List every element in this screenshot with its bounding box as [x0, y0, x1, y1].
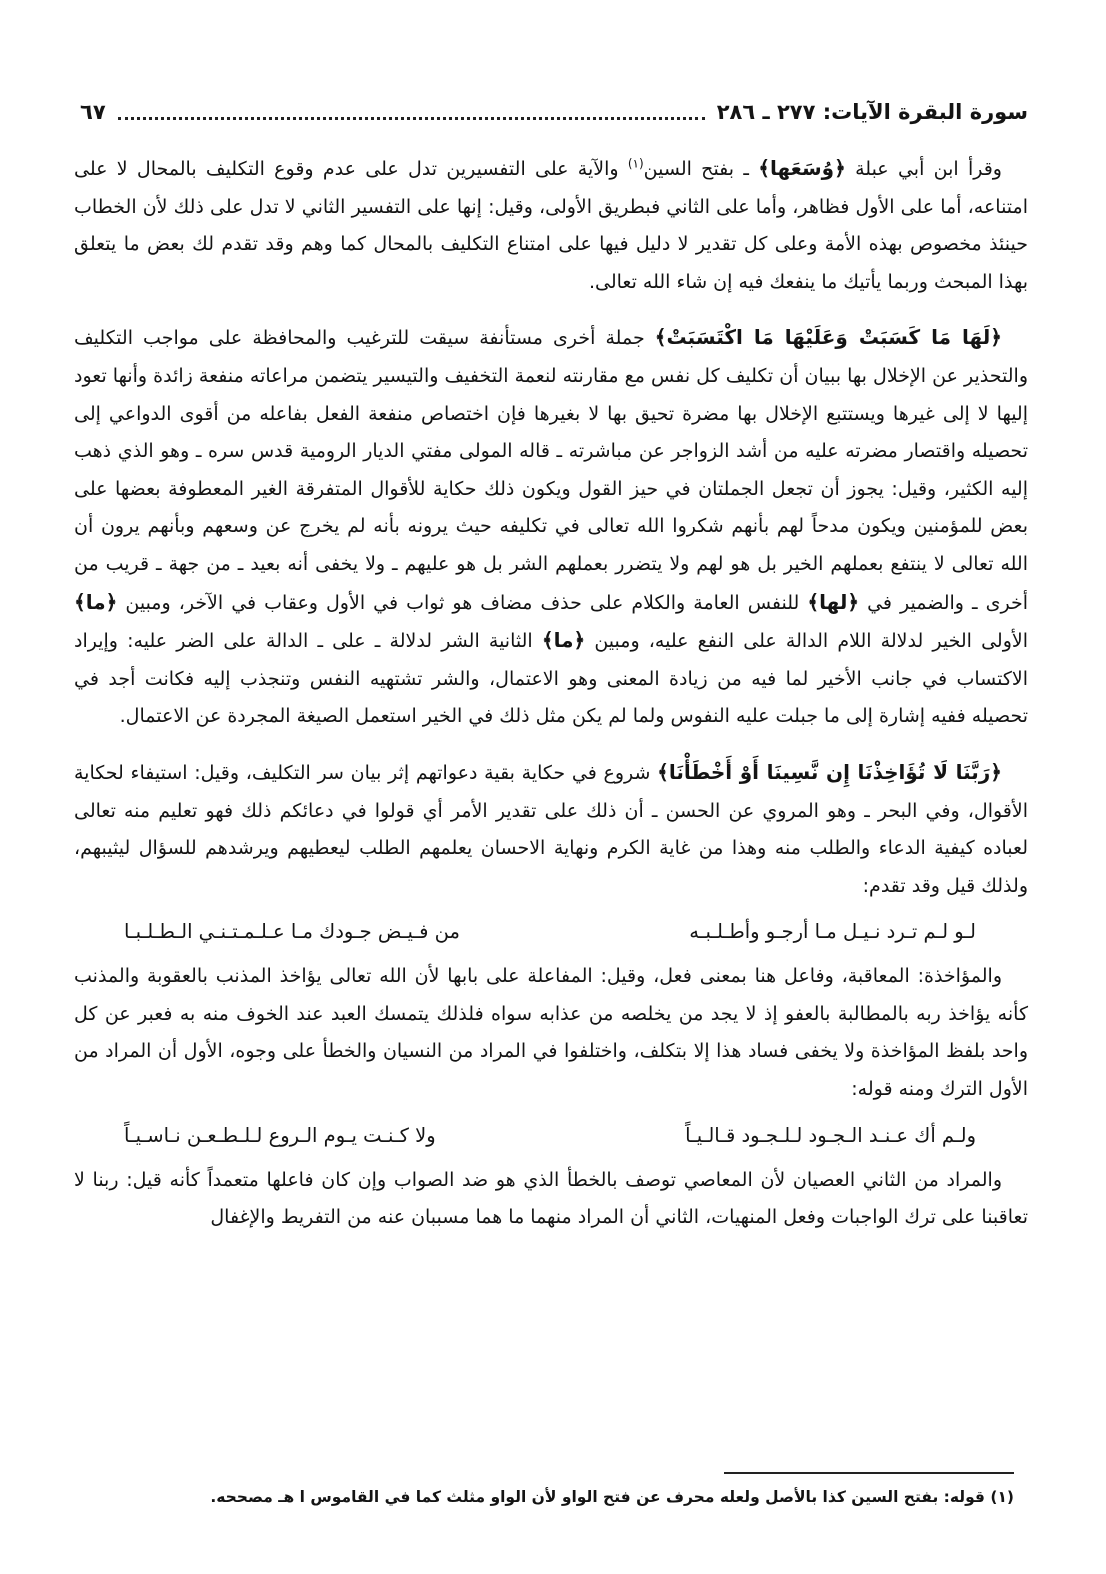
quran-word-laha: ﴿لها﴾	[807, 589, 860, 614]
header-dot-leader	[118, 117, 705, 120]
verse-1-second-hemistich: من فـيـض جـودك مـا عـلـمـتـنـي الـطـلـبـا	[124, 920, 460, 944]
p1-text-a: وقرأ ابن أبي عبلة	[845, 158, 1002, 180]
verse-2-first-hemistich: ولـم أك عـنـد الـجـود لـلـجـود قـالـيـاً	[685, 1123, 976, 1147]
p2-text-h: الثانية الشر لدلالة ـ على ـ الدالة على الضر عليه: وإيراد الاكتساب في جانب الأخير لما فيه من زيادة المعنى وهو الاعتمال، والشر تشتهيه النفس وتنجذب إليه فكانت أجد في تحصيله ففيه إشارة إلى ما جبلت عليه النفوس ولما لم يكن مثل ذلك في الخير استعمل الصيغة المجردة عن الاعتمال.	[74, 630, 1028, 728]
quran-reading: ﴿وُسَعَها﴾	[758, 156, 846, 180]
main-text	[74, 150, 1028, 1237]
p1-text-c: ـ بفتح السين	[643, 158, 759, 180]
p2-text-f: الأولى الخير لدلالة اللام الدالة على النفع عليه، ومبين	[585, 630, 1029, 653]
running-header	[80, 92, 1028, 132]
p1-text-e: والآية على التفسيرين تدل على عدم وقوع التكليف بالمحال لا على امتناعه، أما على الأول فظاهر، وأما على الثاني فبطريق الأولى، وقيل: إنها على التفسير الثاني لا تدل على ذلك لأن الخطاب حينئذ مخصوص بهذه الأمة وعلى كل تقدير لا دليل فيها على امتناع التكليف بالمحال كما وهم وقد تقدم لك بعض ما يتعلق بهذا المبحث وربما يأتيك ما ينفعك فيه إن شاء الله تعالى.	[74, 158, 1028, 293]
quran-word-ma-2: ﴿ما﴾	[541, 628, 586, 653]
quran-word-ma-1: ﴿ما﴾	[74, 589, 118, 614]
paragraph-2	[74, 319, 1028, 736]
footnote: (١) قوله: بفتح السين كذا بالأصل ولعله محرف عن فتح الواو لأن الواو مثلث كما في القاموس ا هـ مصححه.	[210, 1488, 1014, 1506]
page-number: ٦٧	[80, 100, 106, 124]
p3-text-b: شروع في حكاية بقية دعواتهم إثر بيان سر التكليف، وقيل: استيفاء لحكاية الأقوال، وفي البحر ـ وهو المروي عن الحسن ـ أن ذلك على تقدير الأمر أي قولوا في دعائكم ذلك فهو تعليم منه تعالى لعباده كيفية الدعاء والطلب منه وهذا من غاية الكرم ونهاية الاحسان يعلمهم الطلب ليعطيهم ويرشدهم للسؤال ليثيبهم، ولذلك قيل وقد تقدم:	[74, 761, 1028, 897]
paragraph-3	[74, 754, 1028, 905]
footnote-divider	[724, 1472, 1014, 1474]
paragraph-4: والمؤاخذة: المعاقبة، وفاعل هنا بمعنى فعل، وقيل: المفاعلة على بابها لأن الله تعالى يؤاخذ المذنب بالعقوبة والمذنب كأنه يؤاخذ ربه بالمطالبة بالعفو إذ لا يجد من يخلصه من عذابه سواه فلذلك يتمسك العبد عند الخوف منه به فعبر عن كل واحد بلفظ المؤاخذة ولا يخفى فساد هذا إلا بتكلف، واختلفوا في المراد من النسيان والخطأ على وجوه، الأول أن المراد من الأول الترك ومنه قوله:	[74, 965, 1028, 1101]
verse-1-first-hemistich: لـو لـم تـرد نـيـل مـا أرجـو وأطـلـبـه	[689, 920, 976, 944]
poetry-verse-2	[74, 1109, 1028, 1162]
p2-text-d: للنفس العامة والكلام على حذف مضاف هو ثواب في الأول وعقاب في الآخر، ومبين	[117, 591, 808, 614]
quran-verse-2: ﴿رَبَّنَا لَا تُؤَاخِذْنَا إِن نَّسِينَا أَوْ أَخْطَأْنَا﴾	[657, 759, 1003, 784]
poetry-verse-1	[74, 905, 1028, 958]
paragraph-1	[74, 150, 1028, 301]
p2-text-b: جملة أخرى مستأنفة سيقت للترغيب والمحافظة على مواجب التكليف والتحذير عن الإخلال بها ببيان أن تكليف كل نفس مع مقارنته لنعمة التخفيف والتيسير يتضمن مراعاته منفعة زائدة وأنها تعود إليها لا إلى غيرها ويستتبع الإخلال بها مضرة تحيق بها لا بغيرها فإن اختصاص منفعة الفعل بفاعله من أقوى الدواعي إلى تحصيله واقتصار مضرته عليه من أشد الزواجر عن مباشرته ـ قاله المولى مفتي الديار الرومية قدس سره ـ وهو الذي ذهب إليه الكثير، وقيل: يجوز أن تجعل الجملتان في حيز القول ويكون ذلك حكاية للأقوال المتفرقة الغير المعطوفة بعضها على بعض للمؤمنين ويكون مدحاً لهم بأنهم شكروا الله تعالى في تكليفه حيث يرونه بأنه لم يخرج عن وسعهم وبأنهم يرون أن الله تعالى لا ينتفع بعملهم الخير بل هو لهم ولا يتضرر بعملهم الشر بل هو عليهم ـ ولا يخفى أنه بعيد ـ من جهة ـ قريب من أخرى ـ والضمير في	[74, 327, 1028, 614]
quran-verse-1: ﴿لَهَا مَا كَسَبَتْ وَعَلَيْهَا مَا اكْتَسَبَتْ﴾	[654, 325, 1002, 350]
paragraph-5: والمراد من الثاني العصيان لأن المعاصي توصف بالخطأ الذي هو ضد الصواب وإن كان فاعلها متعمداً كأنه قيل: ربنا لا تعاقبنا على ترك الواجبات وفعل المنهيات، الثاني أن المراد منهما ما هما مسببان عنه من التفريط والإغفال	[74, 1168, 1028, 1229]
header-title: سورة البقرة الآيات: ٢٧٧ ـ ٢٨٦	[716, 100, 1028, 124]
verse-2-second-hemistich: ولا كـنـت يـوم الـروع لـلـطـعـن نـاسـيـاً	[124, 1123, 436, 1147]
footnote-ref[interactable]: (١)	[627, 156, 644, 171]
